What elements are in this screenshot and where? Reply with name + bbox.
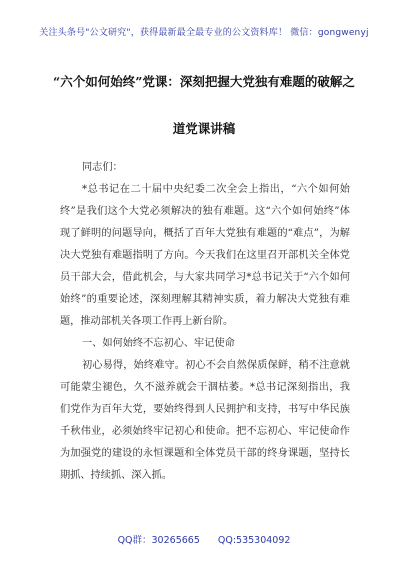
paragraph-section-1: 初心易得，始终难守。初心不会自然保质保鲜，稍不注意就可能蒙尘褪色，久不滋养就会干涸枯萎。*总书记深刻指出，我们党作为百年大党，要始终得到人民拥护和支持，书写中华民族千秋伟业，必须始终牢记初心和使命。把不忘初心、牢记使命作为加强党的建设的永恒课题和全体党员干部的终身课题，坚持长期抓、持续抓、深入抓。: [60, 360, 350, 481]
footer-qq-group: QQ群：30265665: [117, 535, 200, 546]
header-banner: 关注头条号"公文研究"，获得最新最全最专业的公文资料库！ 微信：gongwenyj: [39, 28, 369, 38]
document-body: [60, 157, 350, 487]
document-title-line-1: “六个如何始终”党课：深刻把握大党独有难题的破解之: [53, 74, 355, 89]
footer-banner: [0, 532, 408, 546]
section-heading-1: 一、如何始终不忘初心、牢记使命: [82, 338, 235, 349]
salutation: 同志们：: [82, 162, 123, 173]
document-title-line-2: 道党课讲稿: [172, 121, 236, 136]
paragraph-intro: *总书记在二十届中央纪委二次全会上指出，“六个如何始终”是我们这个大党必须解决的独有难题。这“六个如何始终”体现了鲜明的问题导向，概括了百年大党独有难题的“难点”，为解决大党独有难题指明了方向。今天我们在这里召开部机关全体党员干部大会，借此机会，与大家共同学习*总书记关于“六个如何始终”的重要论述，深刻理解其精神实质，着力解决大党独有难题，推动部机关各项工作再上新台阶。: [60, 184, 350, 327]
footer-qq-contact: QQ:535304092: [217, 535, 291, 546]
